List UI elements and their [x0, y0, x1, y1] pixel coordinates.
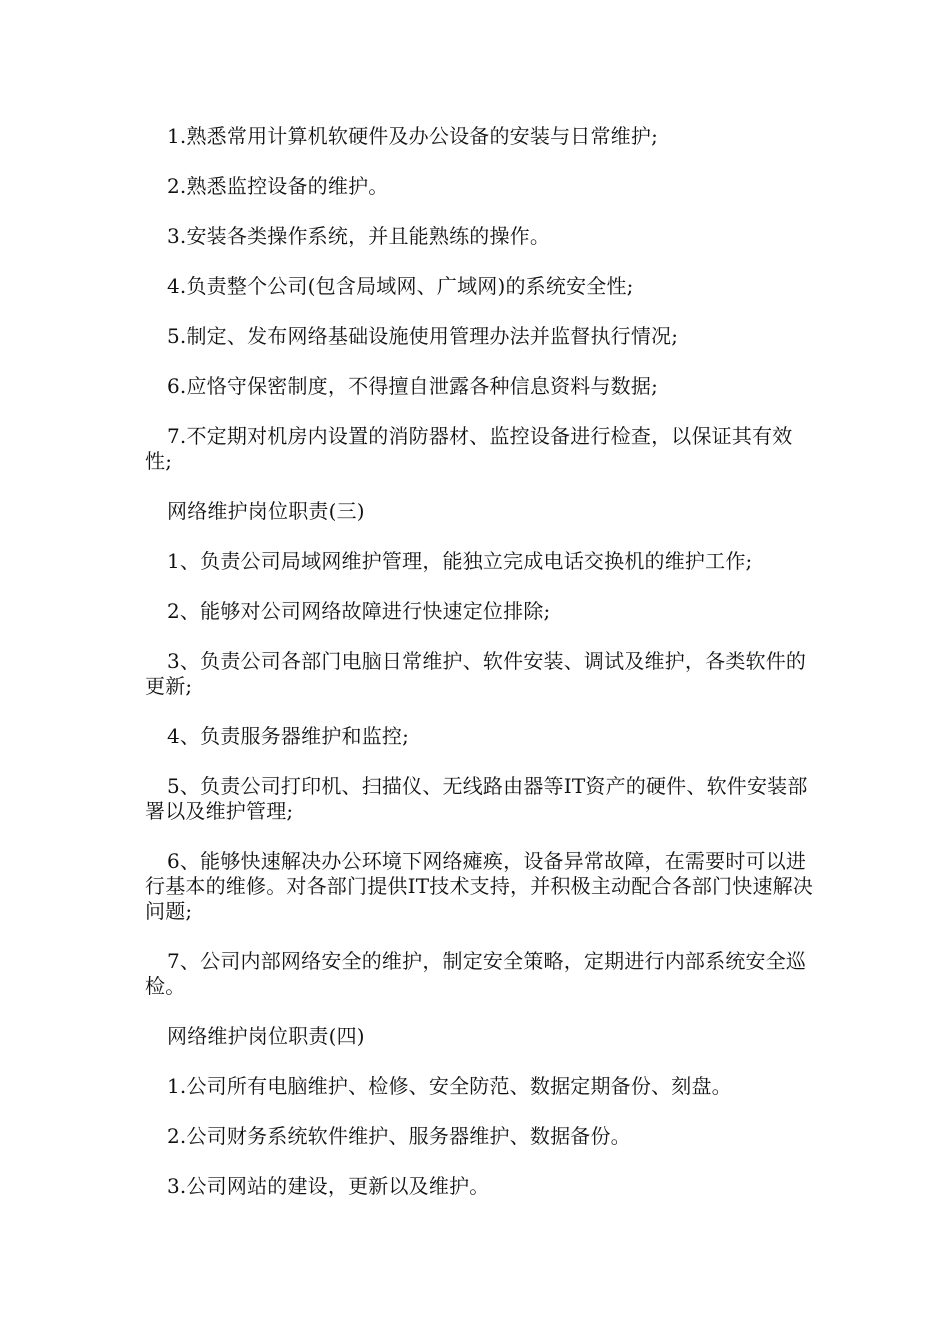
paragraph-16: 2.公司财务系统软件维护、服务器维护、数据备份。: [167, 1124, 631, 1148]
section-heading-4: 网络维护岗位职责(四): [167, 1024, 365, 1048]
paragraph-17: 3.公司网站的建设，更新以及维护。: [167, 1174, 490, 1198]
paragraph-14: 7、公司内部网络安全的维护，制定安全策略，定期进行内部系统安全巡检。: [145, 949, 807, 998]
document-body: [145, 124, 815, 1224]
paragraph-4: 4.负责整个公司(包含局域网、广域网)的系统安全性;: [167, 274, 634, 298]
paragraph-6: 6.应恪守保密制度，不得擅自泄露各种信息资料与数据;: [167, 374, 659, 398]
paragraph-11: 4、负责服务器维护和监控;: [167, 724, 410, 748]
paragraph-7: 7.不定期对机房内设置的消防器材、监控设备进行检查，以保证其有效性;: [145, 424, 793, 473]
paragraph-5: 5.制定、发布网络基础设施使用管理办法并监督执行情况;: [167, 324, 679, 348]
paragraph-10: 3、负责公司各部门电脑日常维护、软件安装、调试及维护，各类软件的更新;: [145, 649, 807, 698]
section-heading-3: 网络维护岗位职责(三): [167, 499, 365, 523]
paragraph-1: 1.熟悉常用计算机软硬件及办公设备的安装与日常维护;: [167, 124, 659, 148]
paragraph-15: 1.公司所有电脑维护、检修、安全防范、数据定期备份、刻盘。: [167, 1074, 732, 1098]
paragraph-12: 5、负责公司打印机、扫描仪、无线路由器等IT资产的硬件、软件安装部署以及维护管理;: [145, 774, 808, 823]
paragraph-9: 2、能够对公司网络故障进行快速定位排除;: [167, 599, 551, 623]
paragraph-8: 1、负责公司局域网维护管理，能独立完成电话交换机的维护工作;: [167, 549, 753, 573]
paragraph-2: 2.熟悉监控设备的维护。: [167, 174, 389, 198]
paragraph-3: 3.安装各类操作系统，并且能熟练的操作。: [167, 224, 551, 248]
paragraph-13: 6、能够快速解决办公环境下网络瘫痪，设备异常故障，在需要时可以进行基本的维修。对各部门提供IT技术支持，并积极主动配合各部门快速解决问题;: [145, 849, 814, 923]
